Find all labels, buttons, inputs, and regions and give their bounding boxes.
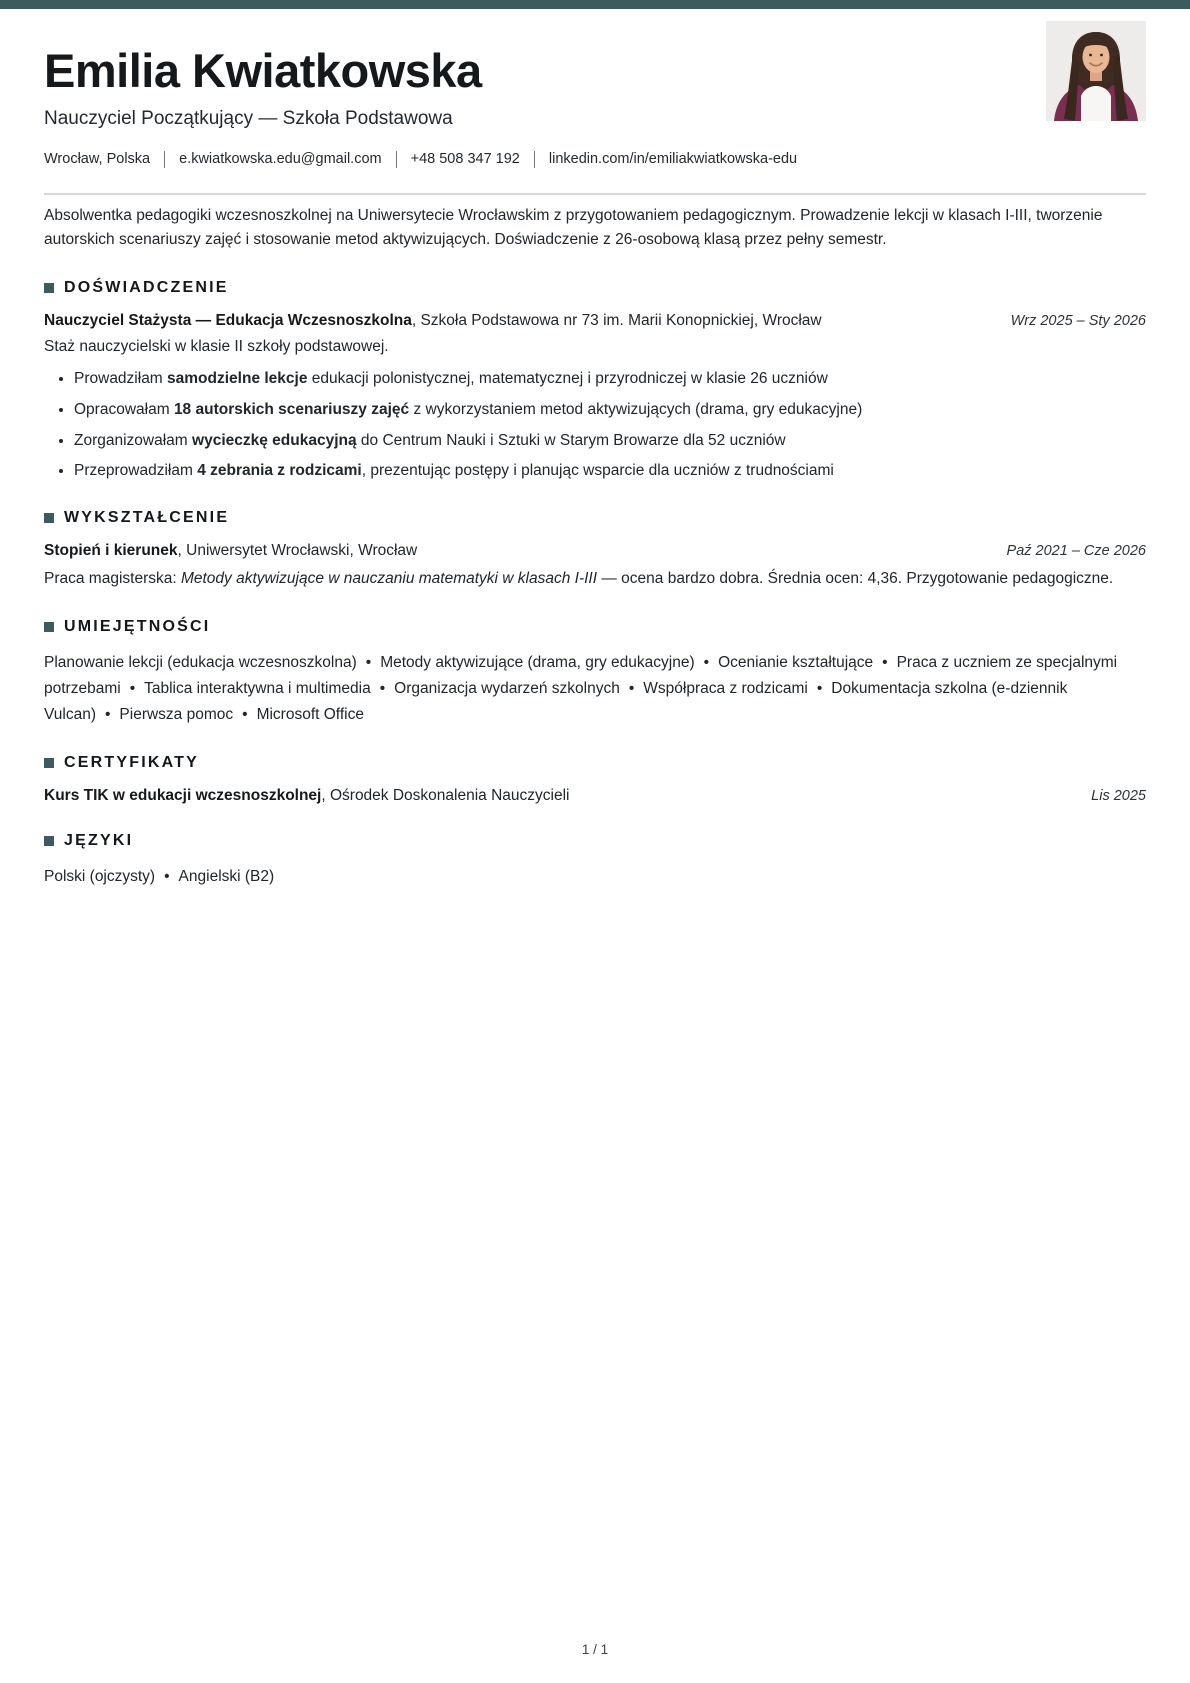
experience-bullet: • Prowadziłam samodzielne lekcje edukacji polonistycznej, matematycznej i przyrodniczej w klasie 26 uczniów	[74, 369, 1146, 390]
section-marker-square	[44, 622, 54, 632]
thesis-title: Metody aktywizujące w nauczaniu matematyki w klasach I-III	[180, 570, 598, 588]
dot-separator: •	[104, 705, 111, 723]
dot-separator: •	[129, 679, 136, 697]
education-heading-label: WYKSZTAŁCENIE	[64, 509, 230, 527]
contact-phone: +48 508 347 192	[410, 151, 520, 168]
experience-entry-title	[44, 312, 822, 330]
contact-separator	[534, 151, 535, 168]
education-description	[44, 567, 1146, 591]
certificate-title	[44, 787, 569, 805]
list-item: Praca z uczniem ze specjalnymi potrzebami	[44, 654, 1118, 697]
experience-bullet: • Opracowałam 18 autorskich scenariuszy zajęć z wykorzystaniem metod aktywizujących (drama, gry edukacyjne)	[74, 400, 1146, 421]
thesis-result: — ocena bardzo dobra. Średnia ocen: 4,36. Przygotowanie pedagogiczne.	[597, 570, 1114, 588]
summary-paragraph: Absolwentka pedagogiki wczesnoszkolnej na Uniwersytecie Wrocławskim z przygotowaniem pedagogicznym. Prowadzenie lekcji w klasach I-III, tworzenie autorskich scenariuszy zajęć i stosowanie metod aktywizujących. Doświadczenie z 26-osobową klasą przez pełny semestr.	[44, 206, 1103, 248]
section-marker-square	[44, 283, 54, 293]
dot-separator: •	[703, 654, 710, 672]
dot-separator: •	[164, 868, 170, 886]
list-item: Metody aktywizujące (drama, gry edukacyjne)	[380, 654, 695, 672]
languages-heading	[44, 832, 1146, 850]
education-school: , Uniwersytet Wrocławski, Wrocław	[177, 542, 418, 560]
contact-email[interactable]: e.kwiatkowska.edu@gmail.com	[179, 151, 382, 168]
dot-separator: •	[628, 679, 635, 697]
skills-heading-label: UMIEJĘTNOŚCI	[64, 618, 211, 636]
section-education	[44, 509, 1146, 591]
header	[44, 9, 1146, 168]
dot-separator: •	[365, 654, 372, 672]
profile-photo-illustration	[1046, 21, 1146, 121]
section-marker-square	[44, 758, 54, 768]
list-item: Polski (ojczysty)	[44, 868, 156, 886]
experience-heading	[44, 279, 1146, 297]
person-name: Emilia Kwiatkowska	[44, 44, 482, 97]
dot-separator: •	[379, 679, 386, 697]
list-item: Angielski (B2)	[178, 868, 275, 886]
job-title: Nauczyciel Początkujący — Szkoła Podstawowa	[44, 107, 453, 129]
contact-linkedin[interactable]: linkedin.com/in/emiliakwiatkowska-edu	[548, 151, 798, 168]
education-entry-header	[44, 542, 1146, 560]
education-degree: Stopień i kierunek	[44, 542, 178, 560]
contact-location: Wrocław, Polska	[44, 151, 151, 168]
section-marker-square	[44, 513, 54, 523]
list-item: Pierwsza pomoc	[119, 705, 234, 723]
experience-entry-header	[44, 312, 1146, 330]
experience-dates: Wrz 2025 – Sty 2026	[1010, 312, 1146, 329]
education-dates: Paź 2021 – Cze 2026	[1006, 543, 1146, 560]
contact-separator	[396, 151, 397, 168]
section-experience	[44, 279, 1146, 483]
accent-top-bar	[0, 0, 1190, 9]
dot-separator: •	[882, 654, 888, 672]
list-item: Współpraca z rodzicami	[643, 679, 808, 697]
languages-list	[44, 864, 1146, 890]
experience-heading-label: DOŚWIADCZENIE	[64, 278, 229, 296]
certificate-issuer: , Ośrodek Doskonalenia Nauczycieli	[321, 787, 570, 805]
experience-bullets	[44, 369, 1146, 483]
contact-separator	[164, 151, 165, 168]
experience-subtitle: Staż nauczycielski w klasie II szkoły podstawowej.	[44, 337, 389, 355]
list-item: Planowanie lekcji (edukacja wczesnoszkolna)	[44, 654, 357, 672]
list-item: Ocenianie kształtujące	[718, 654, 874, 672]
skills-heading	[44, 618, 1146, 636]
header-divider	[44, 193, 1146, 195]
resume-page	[0, 9, 1190, 890]
list-item: Dokumentacja szkolna (e-dziennik Vulcan)	[44, 679, 1068, 723]
experience-org: , Szkoła Podstawowa nr 73 im. Marii Konopnickiej, Wrocław	[411, 311, 822, 329]
certificates-heading	[44, 754, 1146, 772]
dot-separator: •	[816, 679, 823, 697]
section-skills	[44, 618, 1146, 727]
section-languages	[44, 832, 1146, 890]
contact-row	[44, 151, 1146, 168]
profile-photo	[1046, 21, 1146, 121]
education-entry-title	[44, 542, 417, 560]
section-certificates	[44, 754, 1146, 805]
certificate-name: Kurs TIK w edukacji wczesnoszkolnej	[44, 787, 322, 805]
dot-separator: •	[242, 705, 248, 723]
skills-list	[44, 650, 1146, 727]
certificate-date: Lis 2025	[1091, 788, 1146, 805]
section-marker-square	[44, 836, 54, 846]
list-item: Microsoft Office	[256, 705, 364, 723]
experience-role: Nauczyciel Stażysta — Edukacja Wczesnoszkolna	[44, 311, 412, 329]
languages-heading-label: JĘZYKI	[64, 832, 134, 850]
list-item: Tablica interaktywna i multimedia	[144, 679, 371, 697]
thesis-label: Praca magisterska:	[44, 570, 181, 588]
experience-bullet: • Zorganizowałam wycieczkę edukacyjną do Centrum Nauki i Sztuki w Starym Browarze dla 52 uczniów	[74, 431, 1146, 452]
list-item: Organizacja wydarzeń szkolnych	[394, 679, 620, 697]
certificate-entry	[44, 787, 1146, 805]
experience-bullet: • Przeprowadziłam 4 zebrania z rodzicami, prezentując postępy i planując wsparcie dla uczniów z trudnościami	[74, 461, 1146, 482]
education-heading	[44, 509, 1146, 527]
certificates-heading-label: CERTYFIKATY	[64, 754, 200, 772]
page-number: 1 / 1	[581, 1642, 609, 1657]
